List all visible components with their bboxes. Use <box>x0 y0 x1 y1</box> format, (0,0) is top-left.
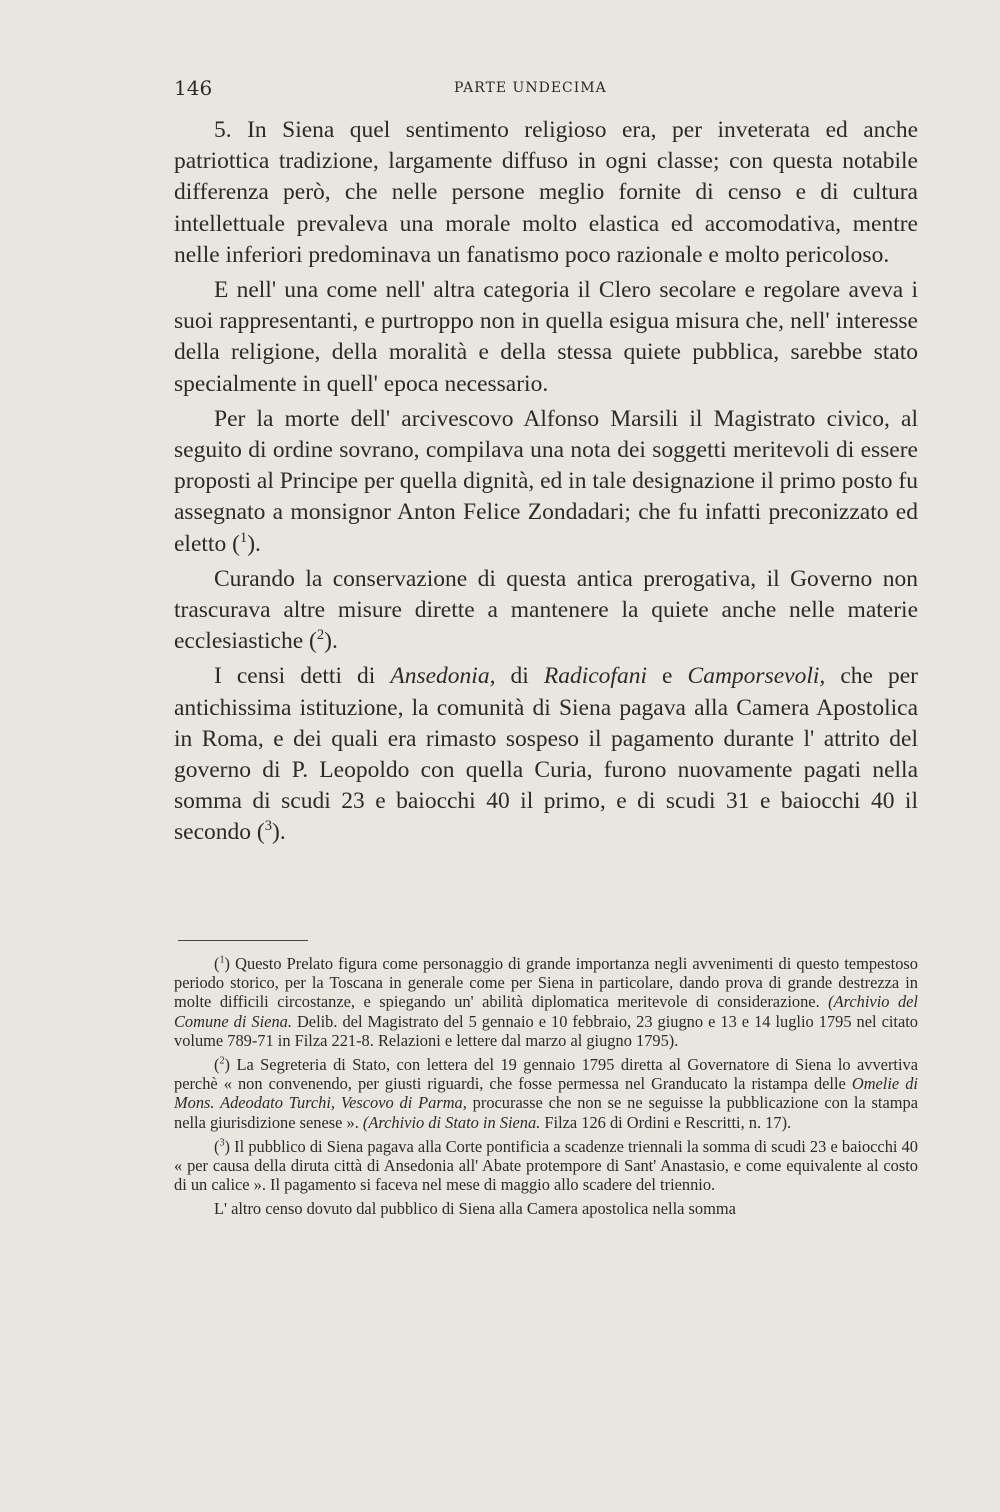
footnotes <box>174 954 918 1224</box>
footnote-3-marker: 3 <box>219 1137 225 1149</box>
footnote-1-marker: 1 <box>219 954 225 966</box>
paragraph-5-text-b: di <box>495 663 544 690</box>
page-number: 146 <box>174 76 213 100</box>
footnote-1-text-a: Questo Prelato figura come personaggio di grande importanza negli avvenimenti di questo tempestoso periodo storico, per la Toscana in generale come per Siena in particolare, dando prova di grande destrezza in molte difficili circostanze, e spiegando un' abilità diplomatica meritevole di considerazione. <box>174 954 918 1012</box>
close-paren: ). <box>247 530 261 557</box>
footnote-3-continuation-text: L' altro censo dovuto dal pubblico di Siena alla Camera apostolica nella somma <box>214 1199 736 1219</box>
paragraph-5-text-d: che per antichissima istituzione, la comunità di Siena pagava alla Camera Apostolica in Roma, e dei quali era rimasto sospeso il pagamento durante l' attrito del governo di P. Leopoldo con quella Curia, furono nuovamente pagati nella somma di scudi 23 e baiocchi 40 il primo, e di scudi 31 e baiocchi 40 il secondo ( <box>174 663 918 846</box>
footnote-2: ($^2$) La Segreteria di Stato, con lettera del 19 gennaio 1795 diretta al Governatore di Siena lo avvertiva perchè « non convenendo, per giusti riguardi, che fosse permessa nel Granducato la ristampa delle Omelie di Mons. Adeodato Turchi, Vescovo di Parma, procurasse che non se ne seguisse la pubblicazione con la stampa nella giurisdizione senese ». (Archivio di Stato in Siena. Filza 126 di Ordini e Rescritti, n. 17). <box>174 1055 918 1132</box>
footnote-2-marker: 2 <box>219 1055 225 1067</box>
footnote-divider <box>178 940 308 941</box>
footnote-3: ($^3$) Il pubblico di Siena pagava alla Corte pontificia a scadenze triennali la somma di scudi 23 e baiocchi 40 « per causa della diruta città di Ansedonia all' Abate protempore di Sant' Anastasio, e come equivalente al costo di un calice ». Il pagamento si faceva nel mese di maggio allo scadere del triennio. <box>174 1136 918 1195</box>
footnote-ref-1: 1 <box>239 529 248 546</box>
page-header <box>174 76 918 104</box>
place-name-radicofani: Radicofani <box>543 663 647 690</box>
place-name-camporsevoli: Camporsevoli, <box>687 663 826 690</box>
footnote-2-text-b: procurasse che non se ne seguisse la pubblicazione con la stampa nella giurisdizione senese ». <box>174 1093 918 1132</box>
footnote-2-source: (Archivio di Stato in Siena. <box>362 1112 541 1132</box>
footnote-ref-2: 2 <box>316 627 325 644</box>
footnote-2-text-a: La Segreteria di Stato, con lettera del 19 gennaio 1795 diretta al Governatore di Siena lo avvertiva perchè « non convenendo, per giusti riguardi, che fosse permessa nel Granducato la ristampa delle <box>174 1055 918 1094</box>
footnote-1: ($^1$) Questo Prelato figura come personaggio di grande importanza negli avvenimenti di questo tempestoso periodo storico, per la Toscana in generale come per Siena in particolare, dando prova di grande destrezza in molte difficili circostanze, e spiegando un' abilità diplomatica meritevole di considerazione. (Archivio del Comune di Siena. Delib. del Magistrato del 5 gennaio e 10 febbraio, 23 giugno e 13 e 14 luglio 1795 nel citato volume 789-71 in Filza 221-8. Relazioni e lettere dal marzo al giugno 1795). <box>174 954 919 1050</box>
footnote-ref-3: 3 <box>264 818 272 835</box>
paragraph-2 <box>174 275 918 400</box>
paragraph-3-text: Per la morte dell' arcivescovo Alfonso Marsili il Magistrato civico, al seguito di ordine sovrano, compilava una nota dei soggetti meritevoli di essere proposti al Principe per quella dignità, ed in tale designazione il primo posto fu assegnato a monsignor Anton Felice Zondadari; che fu infatti preconizzato ed eletto ( <box>174 405 918 557</box>
paragraph-3 <box>174 404 918 560</box>
paragraph-5-text-c: e <box>646 663 688 690</box>
footnote-3-continuation <box>174 1199 918 1218</box>
paragraph-5-text-a: I censi detti di <box>214 663 391 690</box>
footnote-2-title: Omelie di Mons. Adeodato Turchi, Vescovo di Parma, <box>174 1074 918 1113</box>
main-text <box>174 115 918 849</box>
paragraph-2-text: E nell' una come nell' altra categoria il Clero secolare e regolare aveva i suoi rappresentanti, e purtroppo non in quella esigua misura che, nell' interesse della religione, della moralità e della stessa quiete pubblica, sarebbe stato specialmente in quell' epoca necessario. <box>174 277 918 397</box>
paragraph-5 <box>174 661 918 848</box>
footnote-2-text-c: Filza 126 di Ordini e Rescritti, n. 17). <box>540 1112 792 1132</box>
place-name-ansedonia: Ansedonia, <box>390 663 496 690</box>
paragraph-1 <box>174 115 918 271</box>
close-paren: ). <box>272 819 286 846</box>
running-head: PARTE UNDECIMA <box>454 80 607 96</box>
paragraph-4-text: Curando la conservazione di questa antica prerogativa, il Governo non trascurava altre misure dirette a mantenere la quiete anche nelle materie ecclesiastiche ( <box>174 565 918 655</box>
footnote-3-text: Il pubblico di Siena pagava alla Corte pontificia a scadenze triennali la somma di scudi 23 e baiocchi 40 « per causa della diruta città di Ansedonia all' Abate protempore di Sant' Anastasio, e come equivalente al costo di un calice ». Il pagamento si faceva nel mese di maggio allo scadere del triennio. <box>174 1136 918 1195</box>
paragraph-1-text: 5. In Siena quel sentimento religioso era, per inveterata ed anche patriottica tradizione, largamente diffuso in ogni classe; con questa notabile differenza però, che nelle persone meglio fornite di censo e di cultura intellettuale prevaleva una morale molto elastica ed accomodativa, mentre nelle inferiori predominava un fanatismo poco razionale e molto pericoloso. <box>174 117 918 268</box>
footnote-1-text-b: Delib. del Magistrato del 5 gennaio e 10 febbraio, 23 giugno e 13 e 14 luglio 1795 nel citato volume 789-71 in Filza 221-8. Relazioni e lettere dal marzo al giugno 1795). <box>174 1011 919 1050</box>
footnote-1-source: (Archivio del Comune di Siena. <box>174 992 918 1031</box>
close-paren: ). <box>324 628 338 655</box>
paragraph-4 <box>174 564 918 658</box>
